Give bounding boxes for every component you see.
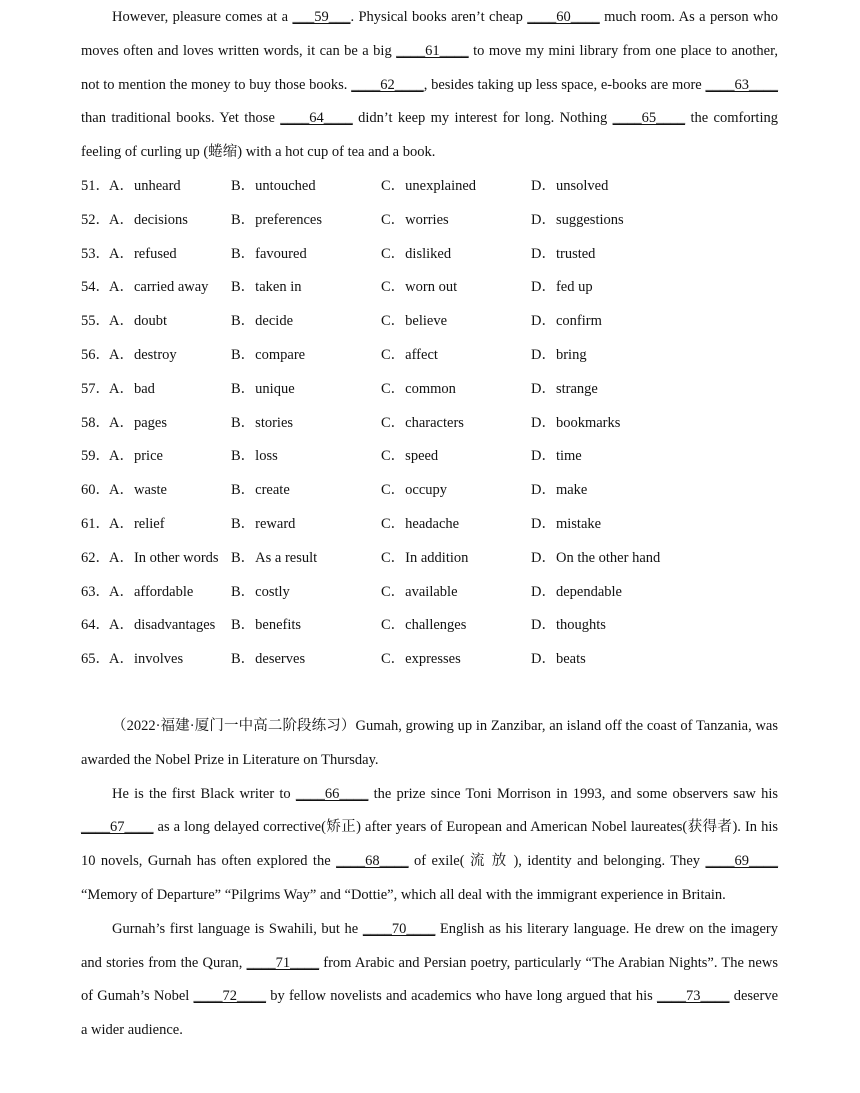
option-d[interactable]: D．make [531, 482, 588, 499]
passage1-paragraph [81, 1, 778, 170]
passage-text: Gurnah’s first language is Swahili, but he [112, 920, 363, 937]
answer-blank[interactable]: ____68____ [336, 853, 409, 870]
passage-text: from Arabic and Persian poetry, particularly “The Arabian Nights”. The news of Gumah’s Nobel [81, 954, 778, 1005]
question-cell [81, 508, 231, 542]
option-d[interactable]: D．On the other hand [531, 549, 661, 566]
option-a[interactable]: A．pages [109, 414, 167, 431]
question-number: 61． [81, 515, 110, 532]
option-b[interactable]: B．As a result [231, 549, 318, 566]
option-d[interactable]: D．bring [531, 346, 587, 363]
question-number: 58． [81, 414, 110, 431]
option-c[interactable]: C．worn out [381, 279, 458, 296]
option-a[interactable]: A．unheard [109, 177, 181, 194]
passage-text: . Physical books aren’t cheap [350, 9, 528, 25]
option-a[interactable]: A．decisions [109, 211, 188, 228]
option-c[interactable]: C．In addition [381, 549, 469, 566]
option-c[interactable]: C．occupy [381, 482, 448, 499]
question-number: 62． [81, 549, 110, 566]
passage2-paragraph-2 [81, 778, 778, 913]
option-b[interactable]: B．loss [231, 448, 278, 465]
option-c[interactable]: C．disliked [381, 245, 452, 262]
question-row [81, 170, 778, 204]
option-b[interactable]: B．compare [231, 346, 306, 363]
answer-blank[interactable]: ____64____ [280, 110, 353, 127]
option-d[interactable]: D．confirm [531, 313, 602, 330]
question-number: 57． [81, 380, 110, 397]
question-number: 56． [81, 346, 110, 363]
question-number: 54． [81, 279, 110, 296]
option-a[interactable]: A．relief [109, 515, 165, 532]
option-b[interactable]: B．untouched [231, 177, 316, 194]
question-row [81, 271, 778, 305]
option-d[interactable]: D．beats [531, 651, 586, 668]
question-number: 64． [81, 617, 110, 634]
question-row [81, 407, 778, 441]
answer-blank[interactable]: ____73____ [657, 988, 730, 1005]
question-cell [81, 339, 231, 373]
option-b[interactable]: B．benefits [231, 617, 302, 634]
question-number: 55． [81, 313, 110, 330]
passage2-paragraph-3 [81, 913, 778, 1048]
section-gap [81, 677, 778, 710]
option-d[interactable]: D．strange [531, 380, 598, 397]
question-cell [81, 204, 231, 238]
option-c[interactable]: C．headache [381, 515, 460, 532]
option-d[interactable]: D．suggestions [531, 211, 624, 228]
answer-blank[interactable]: ___59___ [292, 9, 351, 25]
passage-text: didn’t keep my interest for long. Nothing [352, 110, 613, 127]
option-a[interactable]: A．involves [109, 651, 184, 668]
option-b[interactable]: B．taken in [231, 279, 302, 296]
answer-blank[interactable]: ____66____ [295, 785, 369, 802]
option-b[interactable]: B．create [231, 482, 290, 499]
question-row [81, 238, 778, 272]
option-a[interactable]: A．destroy [109, 346, 177, 363]
question-cell [81, 576, 231, 610]
option-b[interactable]: B．deserves [231, 651, 306, 668]
passage-text: （2022·福建·厦门一中高二阶段练习）Gumah, growing up in Zanzibar, an island off the coast of Tanzania, was awarded the Nobel Prize in Literature on Thursday. [81, 717, 778, 768]
answer-blank[interactable]: ____71____ [246, 954, 320, 971]
passage-text: than traditional books. Yet those [81, 110, 281, 127]
question-cell [81, 407, 231, 441]
question-cell [81, 440, 231, 474]
option-d[interactable]: D．time [531, 448, 582, 465]
option-c[interactable]: C．expresses [381, 651, 461, 668]
answer-blank[interactable]: ____70____ [362, 920, 436, 937]
question-row [81, 474, 778, 508]
answer-blank[interactable]: ____63____ [705, 76, 778, 93]
option-b[interactable]: B．reward [231, 515, 296, 532]
question-cell [81, 305, 231, 339]
question-cell [81, 643, 231, 677]
option-a[interactable]: A．bad [109, 380, 155, 397]
question-number: 63． [81, 583, 110, 600]
option-c[interactable]: C．speed [381, 448, 439, 465]
option-a[interactable]: A．affordable [109, 583, 194, 600]
answer-blank[interactable]: ____62____ [351, 76, 424, 93]
answer-blank[interactable]: ____60____ [527, 9, 600, 25]
passage-text: of exile( 流 放 ), identity and belonging. They [408, 853, 706, 870]
option-a[interactable]: A．In other words [109, 549, 219, 566]
passage-text: deserve a wider audience. [81, 988, 779, 1039]
answer-blank[interactable]: ____69____ [705, 853, 778, 870]
document-page [81, 0, 778, 1048]
answer-blank[interactable]: ____72____ [193, 988, 267, 1005]
question-row [81, 440, 778, 474]
question-cell [81, 170, 231, 204]
option-b[interactable]: B．decide [231, 313, 294, 330]
option-a[interactable]: A．refused [109, 245, 177, 262]
passage-text: by fellow novelists and academics who have long argued that his [266, 988, 658, 1005]
option-a[interactable]: A．doubt [109, 313, 167, 330]
option-c[interactable]: C．affect [381, 346, 438, 363]
option-a[interactable]: A．disadvantages [109, 617, 216, 634]
question-row [81, 339, 778, 373]
option-d[interactable]: D．unsolved [531, 177, 609, 194]
question-row [81, 508, 778, 542]
option-c[interactable]: C．worries [381, 211, 449, 228]
answer-blank[interactable]: ____67____ [81, 819, 154, 836]
passage-text: “Memory of Departure” “Pilgrims Way” and “Dottie”, which all deal with the immigrant experience in Britain. [81, 886, 726, 903]
question-cell [81, 474, 231, 508]
option-d[interactable]: D．trusted [531, 245, 596, 262]
option-a[interactable]: A．price [109, 448, 163, 465]
option-c[interactable]: C．available [381, 583, 458, 600]
option-d[interactable]: D．fed up [531, 279, 593, 296]
question-number: 59． [81, 448, 110, 465]
option-b[interactable]: B．stories [231, 414, 294, 431]
question-number: 65． [81, 651, 110, 668]
question-row [81, 576, 778, 610]
option-d[interactable]: D．dependable [531, 583, 622, 600]
passage-text: the comforting feeling of curling up (蜷缩) with a hot cup of tea and a book. [81, 110, 778, 161]
question-cell [81, 238, 231, 272]
question-number: 53． [81, 245, 110, 262]
question-cell [81, 542, 231, 576]
option-b[interactable]: B．unique [231, 380, 295, 397]
passage-text: much room. As a person who moves often and loves written words, it can be a big [81, 9, 778, 59]
question-cell [81, 609, 231, 643]
question-row [81, 305, 778, 339]
question-row [81, 643, 778, 677]
question-cell [81, 271, 231, 305]
option-b[interactable]: B．favoured [231, 245, 307, 262]
passage-text: , besides taking up less space, e-books are more [423, 76, 706, 93]
question-row [81, 204, 778, 238]
option-c[interactable]: C．characters [381, 414, 464, 431]
answer-blank[interactable]: ____65____ [612, 110, 686, 127]
option-b[interactable]: B．costly [231, 583, 290, 600]
answer-blank[interactable]: ____61____ [396, 42, 469, 59]
option-d[interactable]: D．bookmarks [531, 414, 621, 431]
option-c[interactable]: C．challenges [381, 617, 467, 634]
option-c[interactable]: C．common [381, 380, 456, 397]
question-row [81, 542, 778, 576]
question-cell [81, 373, 231, 407]
passage2-paragraph-1 [81, 710, 778, 778]
question-number: 60． [81, 482, 110, 499]
passage-text: However, pleasure comes at a [112, 9, 293, 25]
question-number: 51． [81, 177, 110, 194]
passage-text: the prize since Toni Morrison in 1993, and some observers saw his [368, 785, 778, 802]
passage-text: to move my mini library from one place to another, not to mention the money to buy those books. [81, 42, 778, 93]
passage-text: He is the first Black writer to [112, 785, 296, 802]
passage-text: English as his literary language. He drew on the imagery and stories from the Quran, [81, 920, 779, 971]
passage-text: as a long delayed corrective(矫正) after years of European and American Nobel laureates(获得者). In his 10 novels, Gurnah has often explored the [81, 819, 778, 870]
option-b[interactable]: B．preferences [231, 211, 322, 228]
question-number: 52． [81, 211, 110, 228]
question-row [81, 609, 778, 643]
options-list [81, 170, 778, 677]
option-c[interactable]: C．believe [381, 313, 448, 330]
option-d[interactable]: D．mistake [531, 515, 602, 532]
option-a[interactable]: A．carried away [109, 279, 209, 296]
option-a[interactable]: A．waste [109, 482, 167, 499]
option-c[interactable]: C．unexplained [381, 177, 477, 194]
question-row [81, 373, 778, 407]
option-d[interactable]: D．thoughts [531, 617, 606, 634]
